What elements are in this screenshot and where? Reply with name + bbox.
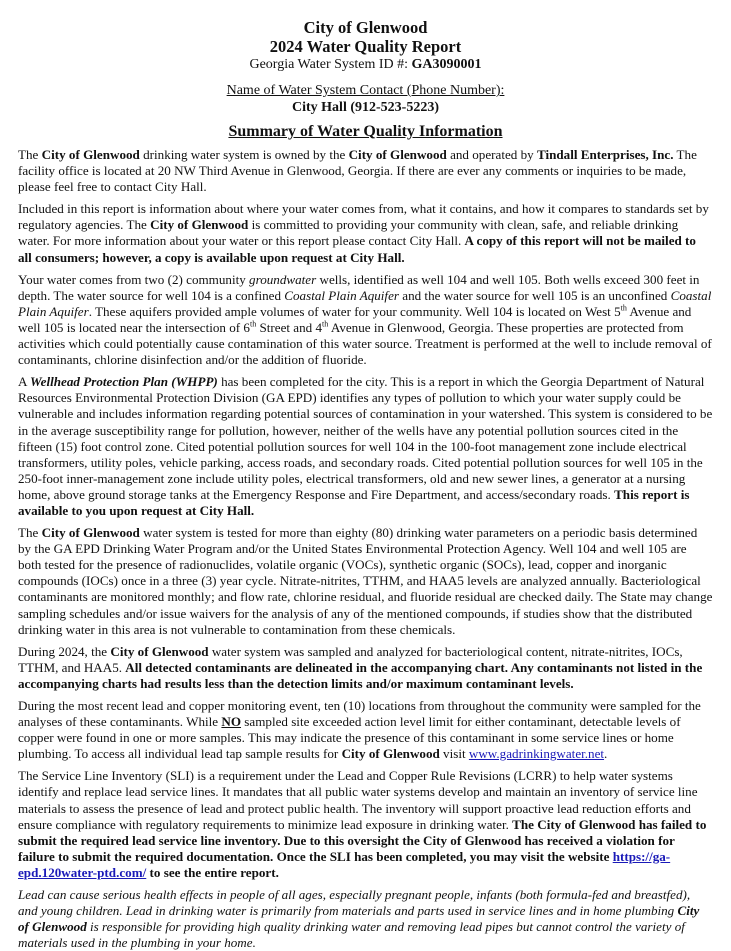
gadrinkingwater-link[interactable]: www.gadrinkingwater.net [468, 746, 605, 762]
summary-heading: Summary of Water Quality Information [228, 123, 503, 140]
text-run: drinking water system is owned by the [139, 147, 349, 162]
detected-contaminants-notice: All detected contaminants are delineated in the accompanying chart. Any contaminants not listed in the accompanying charts had results less than the detection limits and/or maximum contaminant levels. [18, 659, 703, 691]
text-run: and the water source for well 105 is an unconfined [398, 287, 671, 303]
text-run: is committed to providing your community with clean, safe, and reliable drinking water. For more information about your water or this report please contact City Hall. [18, 217, 679, 249]
operator-name: Tindall Enterprises, Inc. [536, 147, 674, 162]
city-name: City of Glenwood [110, 643, 209, 659]
contact-label: Name of Water System Contact (Phone Number): [226, 83, 505, 98]
system-id-label: Georgia Water System ID #: [249, 57, 412, 72]
text-run: The Service Line Inventory (SLI) is a requirement under the Lead and Copper Rule Revisions (LCRR) to help water systems identify and replace lead service lines. It mandates that all public water systems develop and maintain an inventory of service line materials to assess the presence of lead and protect public health. The inventory will support proactive lead reduction efforts and ensure compliance with regulatory requirements to minimize lead exposure in drinking water. [18, 768, 698, 832]
paragraph-lead-copper [18, 698, 713, 762]
text-run: has been completed for the city. This is a report in which the Georgia Department of Natural Resources Environmental Protection Division (GA EPD) identifies any types of pollution to which your water supply could be vulnerable and includes information regarding potential sources of contamination in your watershed. This system is considered to be in the average susceptibility range for pollution, however, neither of the wells have any potential pollution sources cited in the fifteen (15) foot control zone. Cited potential pollution sources for well 104 in the 100-foot management zone include electrical transformers, utility poles, vehicle parking, access roads, and secondary roads. Cited potential pollution sources for well 105 in the 250-foot inner-management zone include utility poles, electrical transformers, old and new sewer lines, a generator at a nursing home, above ground storage tanks at the Emergency Response and Fire Department, and access/secondary roads. [18, 374, 713, 502]
ordinal-suffix: th [249, 319, 257, 329]
paragraph-ownership [18, 147, 713, 195]
city-title: City of Glenwood [303, 18, 428, 37]
city-name: City of Glenwood [348, 147, 447, 162]
text-run: and operated by [446, 147, 537, 162]
paragraph-testing [18, 525, 713, 638]
text-run: The [18, 147, 42, 162]
city-name: City of Glenwood [341, 746, 440, 762]
text-run: During the most recent lead and copper monitoring event, ten (10) locations from throughout the community were sampled for the analyses of these contaminants. While [18, 698, 701, 730]
text-run: visit [439, 746, 469, 762]
city-name: City of Glenwood [18, 903, 700, 935]
text-run: Included in this report is information about where your water comes from, what it contains, and how it compares to standards set by regulatory agencies. The [18, 201, 709, 233]
italic-term: Coastal Plain Aquifer [284, 287, 399, 303]
whpp-term: Wellhead Protection Plan (WHPP) [30, 374, 218, 390]
text-run: Avenue in Glenwood, Georgia. These properties are protected from activities which could potentially cause contamination of this water source. Treatment is performed at the well to include removal of contaminants, chlorine disinfection and/or the addition of fluoride. [18, 319, 712, 368]
system-id-value: GA3090001 [411, 57, 482, 72]
paragraph-service-line-inventory [18, 768, 713, 881]
italic-term: Coastal Plain Aquifer [18, 287, 712, 319]
city-name: City of Glenwood [41, 525, 140, 541]
text-run: Street and 4 [256, 319, 323, 335]
text-run: water system was sampled and analyzed for bacteriological content, nitrate-nitrites, IOCs, TTHM, and HAA5. [18, 643, 683, 675]
paragraph-water-source [18, 272, 713, 369]
emphasis-no: NO [221, 714, 242, 730]
availability-notice: This report is available to you upon request at City Hall. [18, 486, 690, 518]
italic-term: groundwater [249, 271, 317, 287]
ordinal-suffix: th [620, 303, 627, 313]
text-run: . [604, 746, 608, 762]
violation-notice-end: to see the entire report. [146, 864, 279, 880]
text-run: is responsible for providing high quality drinking water and removing lead pipes but cannot control the variety of materials used in the plumbing in your home. [18, 919, 685, 951]
contact-block [18, 82, 713, 116]
city-name: City of Glenwood [41, 147, 140, 162]
text-run: During 2024, the [18, 643, 111, 659]
text-run: The [18, 525, 42, 541]
text-run: wells, identified as well 104 and well 105. Both wells exceed 300 feet in depth. The water source for well 104 is a confined [18, 271, 700, 303]
report-header [18, 18, 713, 116]
text-run: sampled site exceeded action level limit for either contaminant, detectable levels of copper were found in one or more samples. This may indicate the presence of this contaminant in some service lines or home plumbing. To access all individual lead tap sample results for [18, 714, 681, 762]
copy-notice: A copy of this report will not be mailed to all consumers; however, a copy is available upon request at City Hall. [18, 233, 696, 265]
paragraph-wellhead-protection [18, 374, 713, 519]
text-run: Lead can cause serious health effects in people of all ages, especially pregnant people, infants (both formula-fed and breastfed), and young children. Lead in drinking water is primarily from materials and parts used in service lines and in home plumbing [18, 887, 691, 919]
city-name: City of Glenwood [150, 217, 249, 233]
text-run: . These aquifers provided ample volumes of water for your community. Well 104 is located on West 5 [88, 303, 621, 319]
violation-notice: The City of Glenwood has failed to submit the required lead service line inventory. Due to this oversight the City of Glenwood has received a violation for failure to submit the required documentation. Once the SLI has been completed, you may visit the website [18, 816, 707, 864]
text-run: Your water comes from two (2) community [18, 271, 250, 287]
contact-value: City Hall (912-523-5223) [292, 100, 439, 115]
text-run: The facility office is located at 20 NW Third Avenue in Glenwood, Georgia. If there are ever any comments or inquiries to be made, please feel free to contact City Hall. [18, 147, 697, 195]
report-title: 2024 Water Quality Report [269, 37, 462, 56]
sli-website-link[interactable]: https://ga-epd.120water-ptd.com/ [18, 848, 671, 880]
text-run: A [18, 374, 31, 390]
text-run: Avenue and well 105 is located near the intersection of 6 [18, 303, 692, 335]
text-run: water system is tested for more than eighty (80) drinking water parameters on a periodic basis determined by the GA EPD Drinking Water Program and/or the United States Environmental Protection Agency. Well 104 and well 105 are both tested for the presence of radionuclides, volatile organic (VOCs), synthetic organic (SOCs), lead, copper and inorganic compounds (IOCs) once in a three (3) year cycle. Nitrate-nitrites, TTHM, and HAA5 levels are analyzed annually. Bacteriological contaminants are monitored monthly; and flow rate, chlorine residual, and fluoride residual are checked daily. The State may change sampling schedules and/or issue waivers for the analysis of any of the mentioned compounds, if studies show that the distributed drinking water in this area is not vulnerable to contamination from these chemicals. [18, 525, 713, 637]
ordinal-suffix: th [322, 319, 329, 329]
paragraph-report-info [18, 201, 713, 265]
system-id-line [18, 56, 713, 73]
paragraph-2024-sampling [18, 644, 713, 692]
paragraph-lead-health [18, 887, 713, 951]
